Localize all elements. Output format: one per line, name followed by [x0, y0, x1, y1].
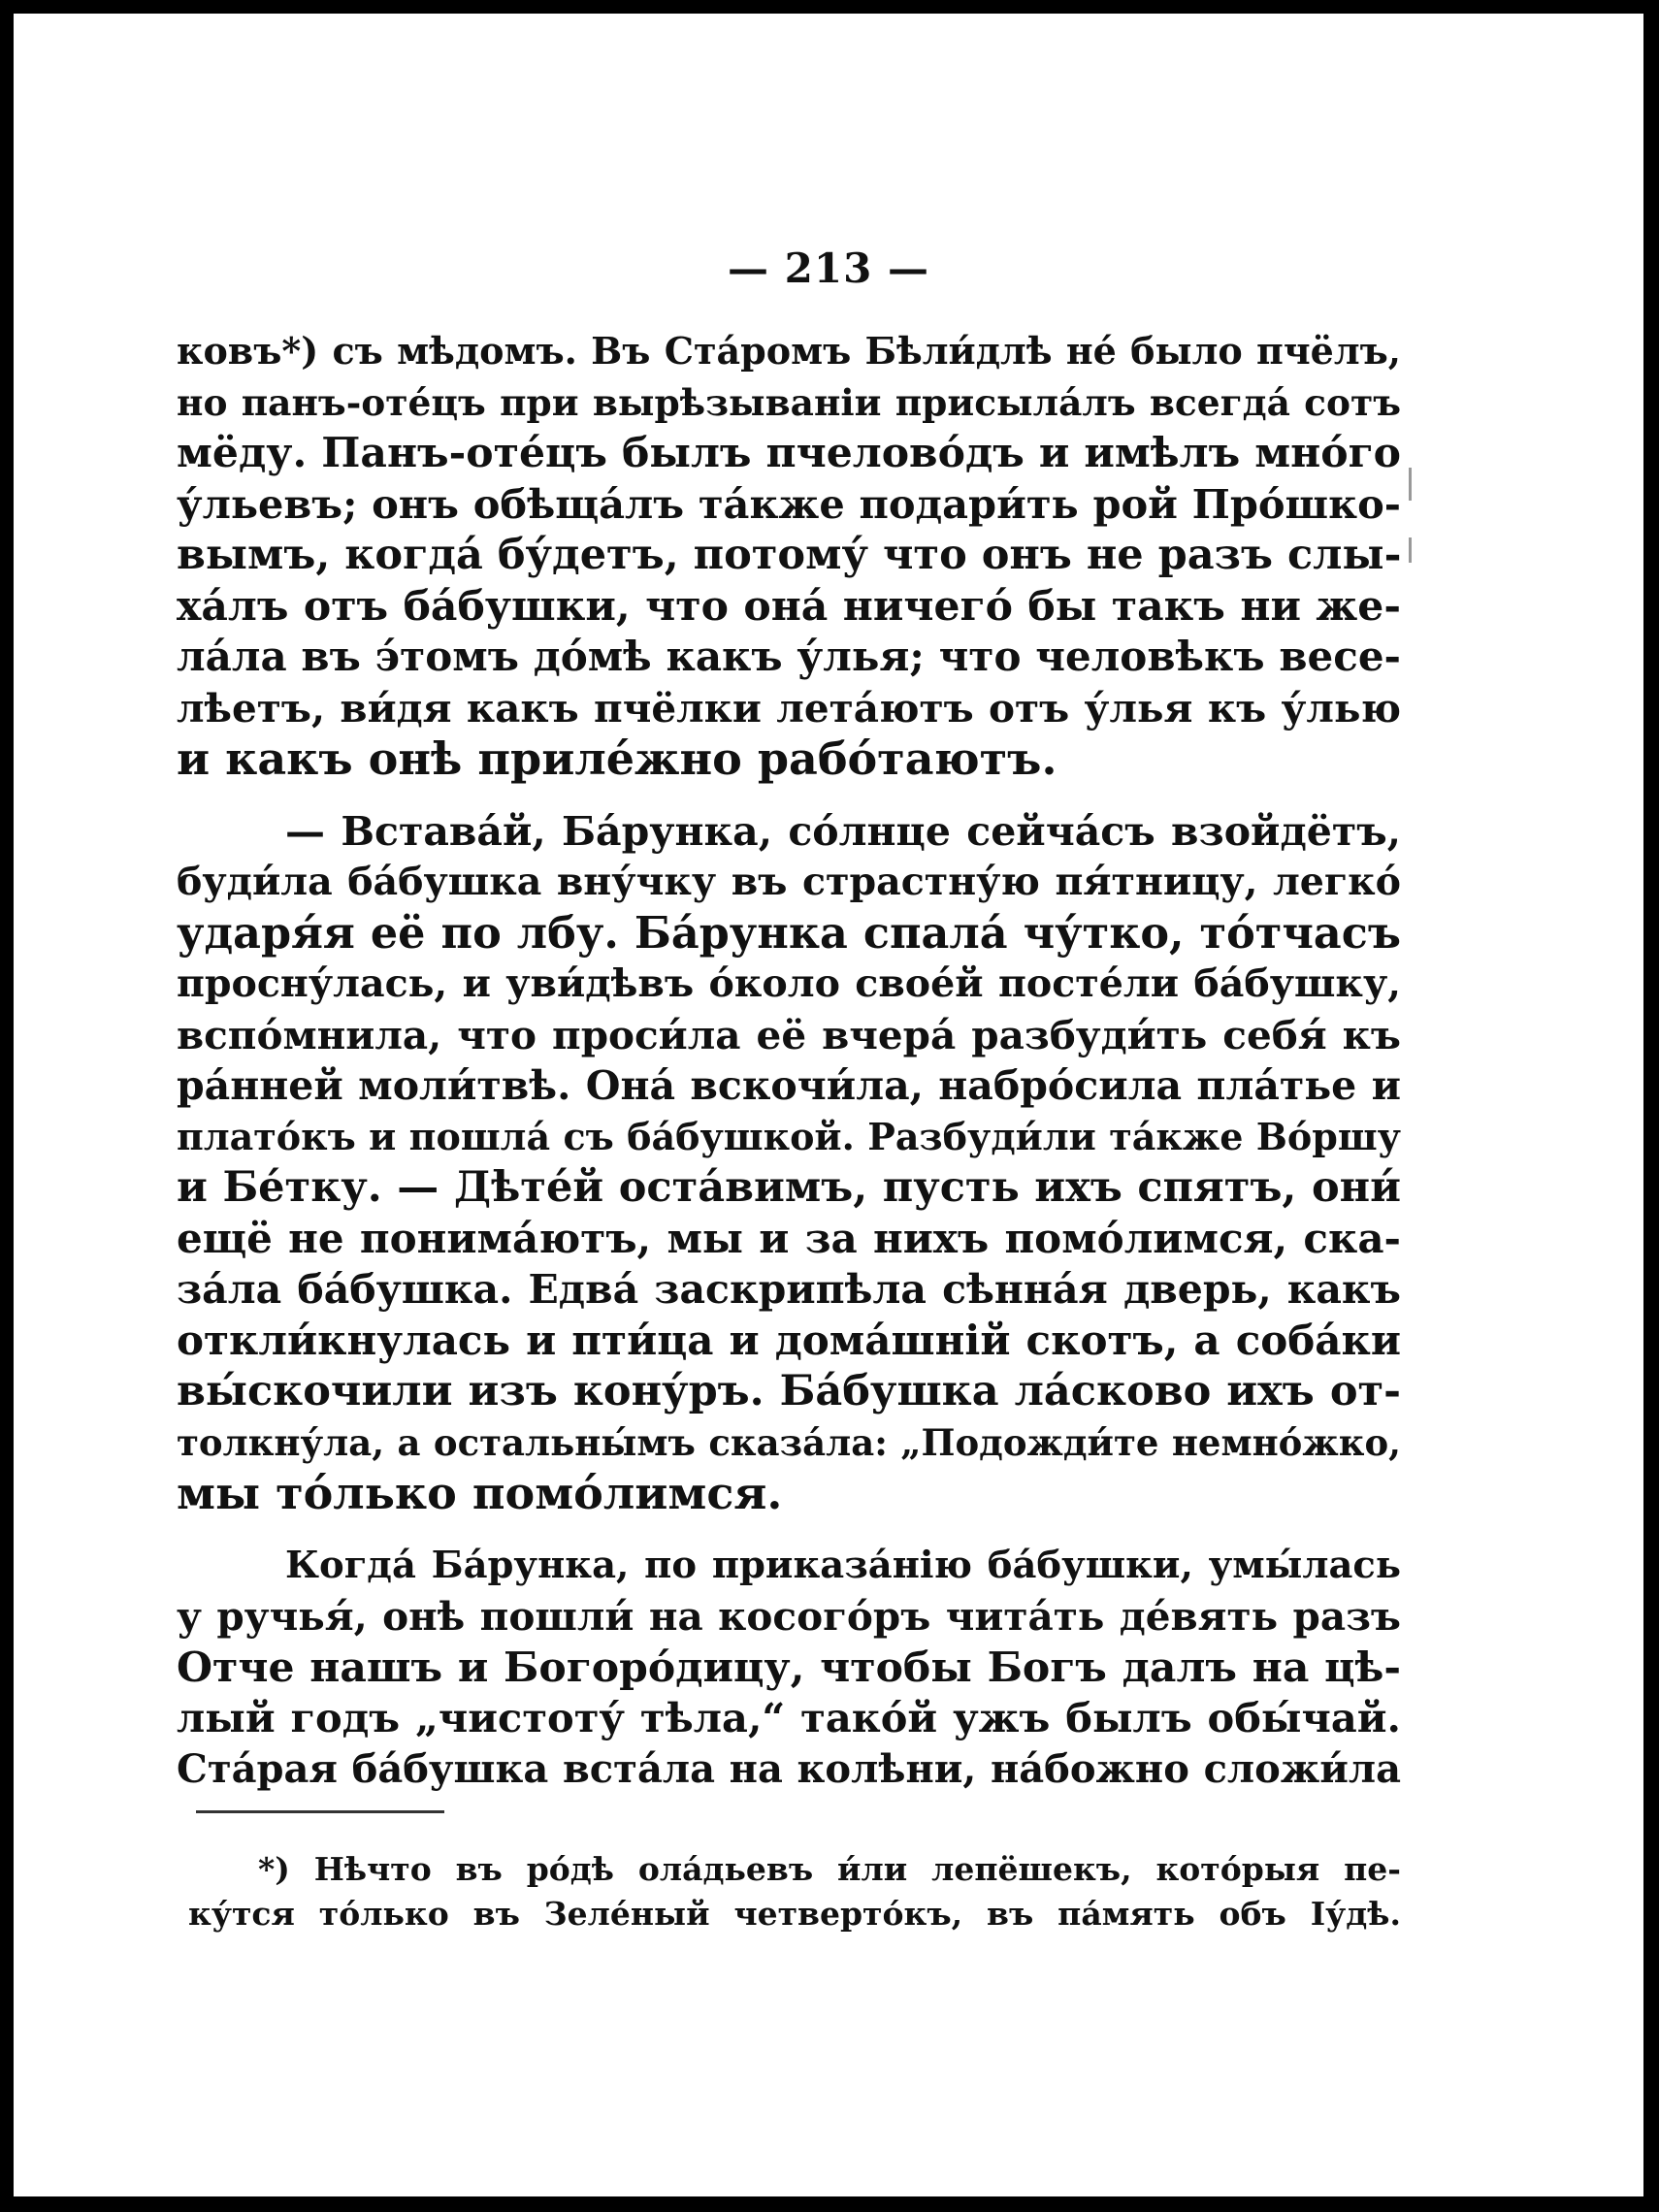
text-line: мёду. Панъ-оте́цъ былъ пчелово́дъ и имѣлъ мно́го [177, 429, 1401, 477]
text-line: мы то́лько помо́лимся. [177, 1467, 783, 1519]
text-line: Ста́рая ба́бушка вста́ла на колѣни, на́божно сложи́ла [177, 1745, 1401, 1792]
text-line: ударя́я её по лбу. Ба́рунка спала́ чу́тко, то́тчасъ [177, 907, 1401, 959]
text-line: ещё не понима́ютъ, мы и за нихъ помо́лимся, ска- [177, 1214, 1401, 1262]
text-line: просну́лась, и уви́дѣвъ о́коло свое́й посте́ли ба́бушку, [177, 961, 1401, 1006]
text-line: у́льевъ; онъ обѣща́лъ та́кже подари́ть рой Про́шко- [177, 479, 1401, 528]
text-line: за́ла ба́бушка. Едва́ заскрипѣла сѣнна́я дверь, какъ [177, 1266, 1401, 1313]
text-line: ковъ*) съ мѣдомъ. Въ Ста́ромъ Бѣли́длѣ не́ было пчёлъ, [177, 329, 1401, 373]
margin-mark [1409, 468, 1412, 501]
text-line: но панъ-оте́цъ при вырѣзываніи присыла́лъ всегда́ сотъ [177, 380, 1401, 424]
text-line: — Встава́й, Ба́рунка, со́лнце сейча́съ взойдётъ, [285, 807, 1401, 855]
text-line: вымъ, когда́ бу́детъ, потому́ что онъ не разъ слы- [177, 531, 1402, 579]
text-line: ха́лъ отъ ба́бушки, что она́ ничего́ бы такъ ни же- [177, 581, 1401, 631]
page-number: — 213 — [728, 244, 929, 292]
text-line: вы́скочили изъ кону́ръ. Ба́бушка ла́сково ихъ от- [177, 1367, 1401, 1415]
text-line: вспо́мнила, что проси́ла её вчера́ разбуди́ть себя́ къ [177, 1011, 1401, 1058]
text-line: у ручья́, онѣ пошли́ на косого́ръ чита́ть де́вять разъ [177, 1593, 1401, 1640]
paragraph-3 [177, 1541, 1401, 1796]
text-line: ра́нней моли́твѣ. Она́ вскочи́ла, набро́сила пла́тье и [177, 1062, 1401, 1109]
paragraph-gap [177, 1519, 1401, 1541]
text-line: толкну́ла, а остальны́мъ сказа́ла: „Подожди́те немно́жко, [177, 1420, 1401, 1464]
text-line: и Бе́тку. — Дѣте́й оста́вимъ, пусть ихъ спятъ, они́ [177, 1163, 1401, 1212]
text-line: и какъ онѣ приле́жно рабо́таютъ. [177, 732, 1057, 785]
footnote-rule [196, 1810, 444, 1813]
text-line: буди́ла ба́бушка вну́чку въ страстну́ю пя́тницу, легко́ [177, 860, 1401, 904]
text-line: лѣетъ, ви́дя какъ пчёлки лета́ютъ отъ у́лья къ у́лью [177, 684, 1401, 732]
text-line: лый годъ „чистоту́ тѣла,“ тако́й ужъ былъ обы́чай. [177, 1694, 1401, 1741]
text-line: откли́кнулась и пти́ца и дома́шній скотъ, а соба́ки [177, 1316, 1401, 1364]
paragraph-2 [177, 806, 1401, 1519]
paragraph-1 [177, 326, 1401, 785]
margin-mark [1409, 537, 1412, 563]
paragraph-gap [177, 785, 1401, 806]
footnote-line: *) Нѣчто въ ро́дѣ ола́дьевъ и́ли лепёшекъ, кото́рыя пе- [258, 1850, 1401, 1888]
book-page [14, 14, 1643, 2196]
text-line: Отче нашъ и Богоро́дицу, чтобы Богъ далъ на цѣ- [177, 1643, 1401, 1692]
text-line: ла́ла въ э́томъ до́мѣ какъ у́лья; что человѣкъ весе- [177, 633, 1401, 680]
text-line: плато́къ и пошла́ съ ба́бушкой. Разбуди́ли та́кже Во́ршу [177, 1114, 1401, 1158]
footnote-line: ку́тся то́лько въ Зеле́ный четверто́къ, въ па́мять объ Іу́дѣ. [188, 1895, 1401, 1933]
body-text [177, 326, 1401, 1795]
text-line: Когда́ Ба́рунка, по приказа́нію ба́бушки, умы́лась [285, 1543, 1401, 1587]
footnote [188, 1847, 1401, 1936]
